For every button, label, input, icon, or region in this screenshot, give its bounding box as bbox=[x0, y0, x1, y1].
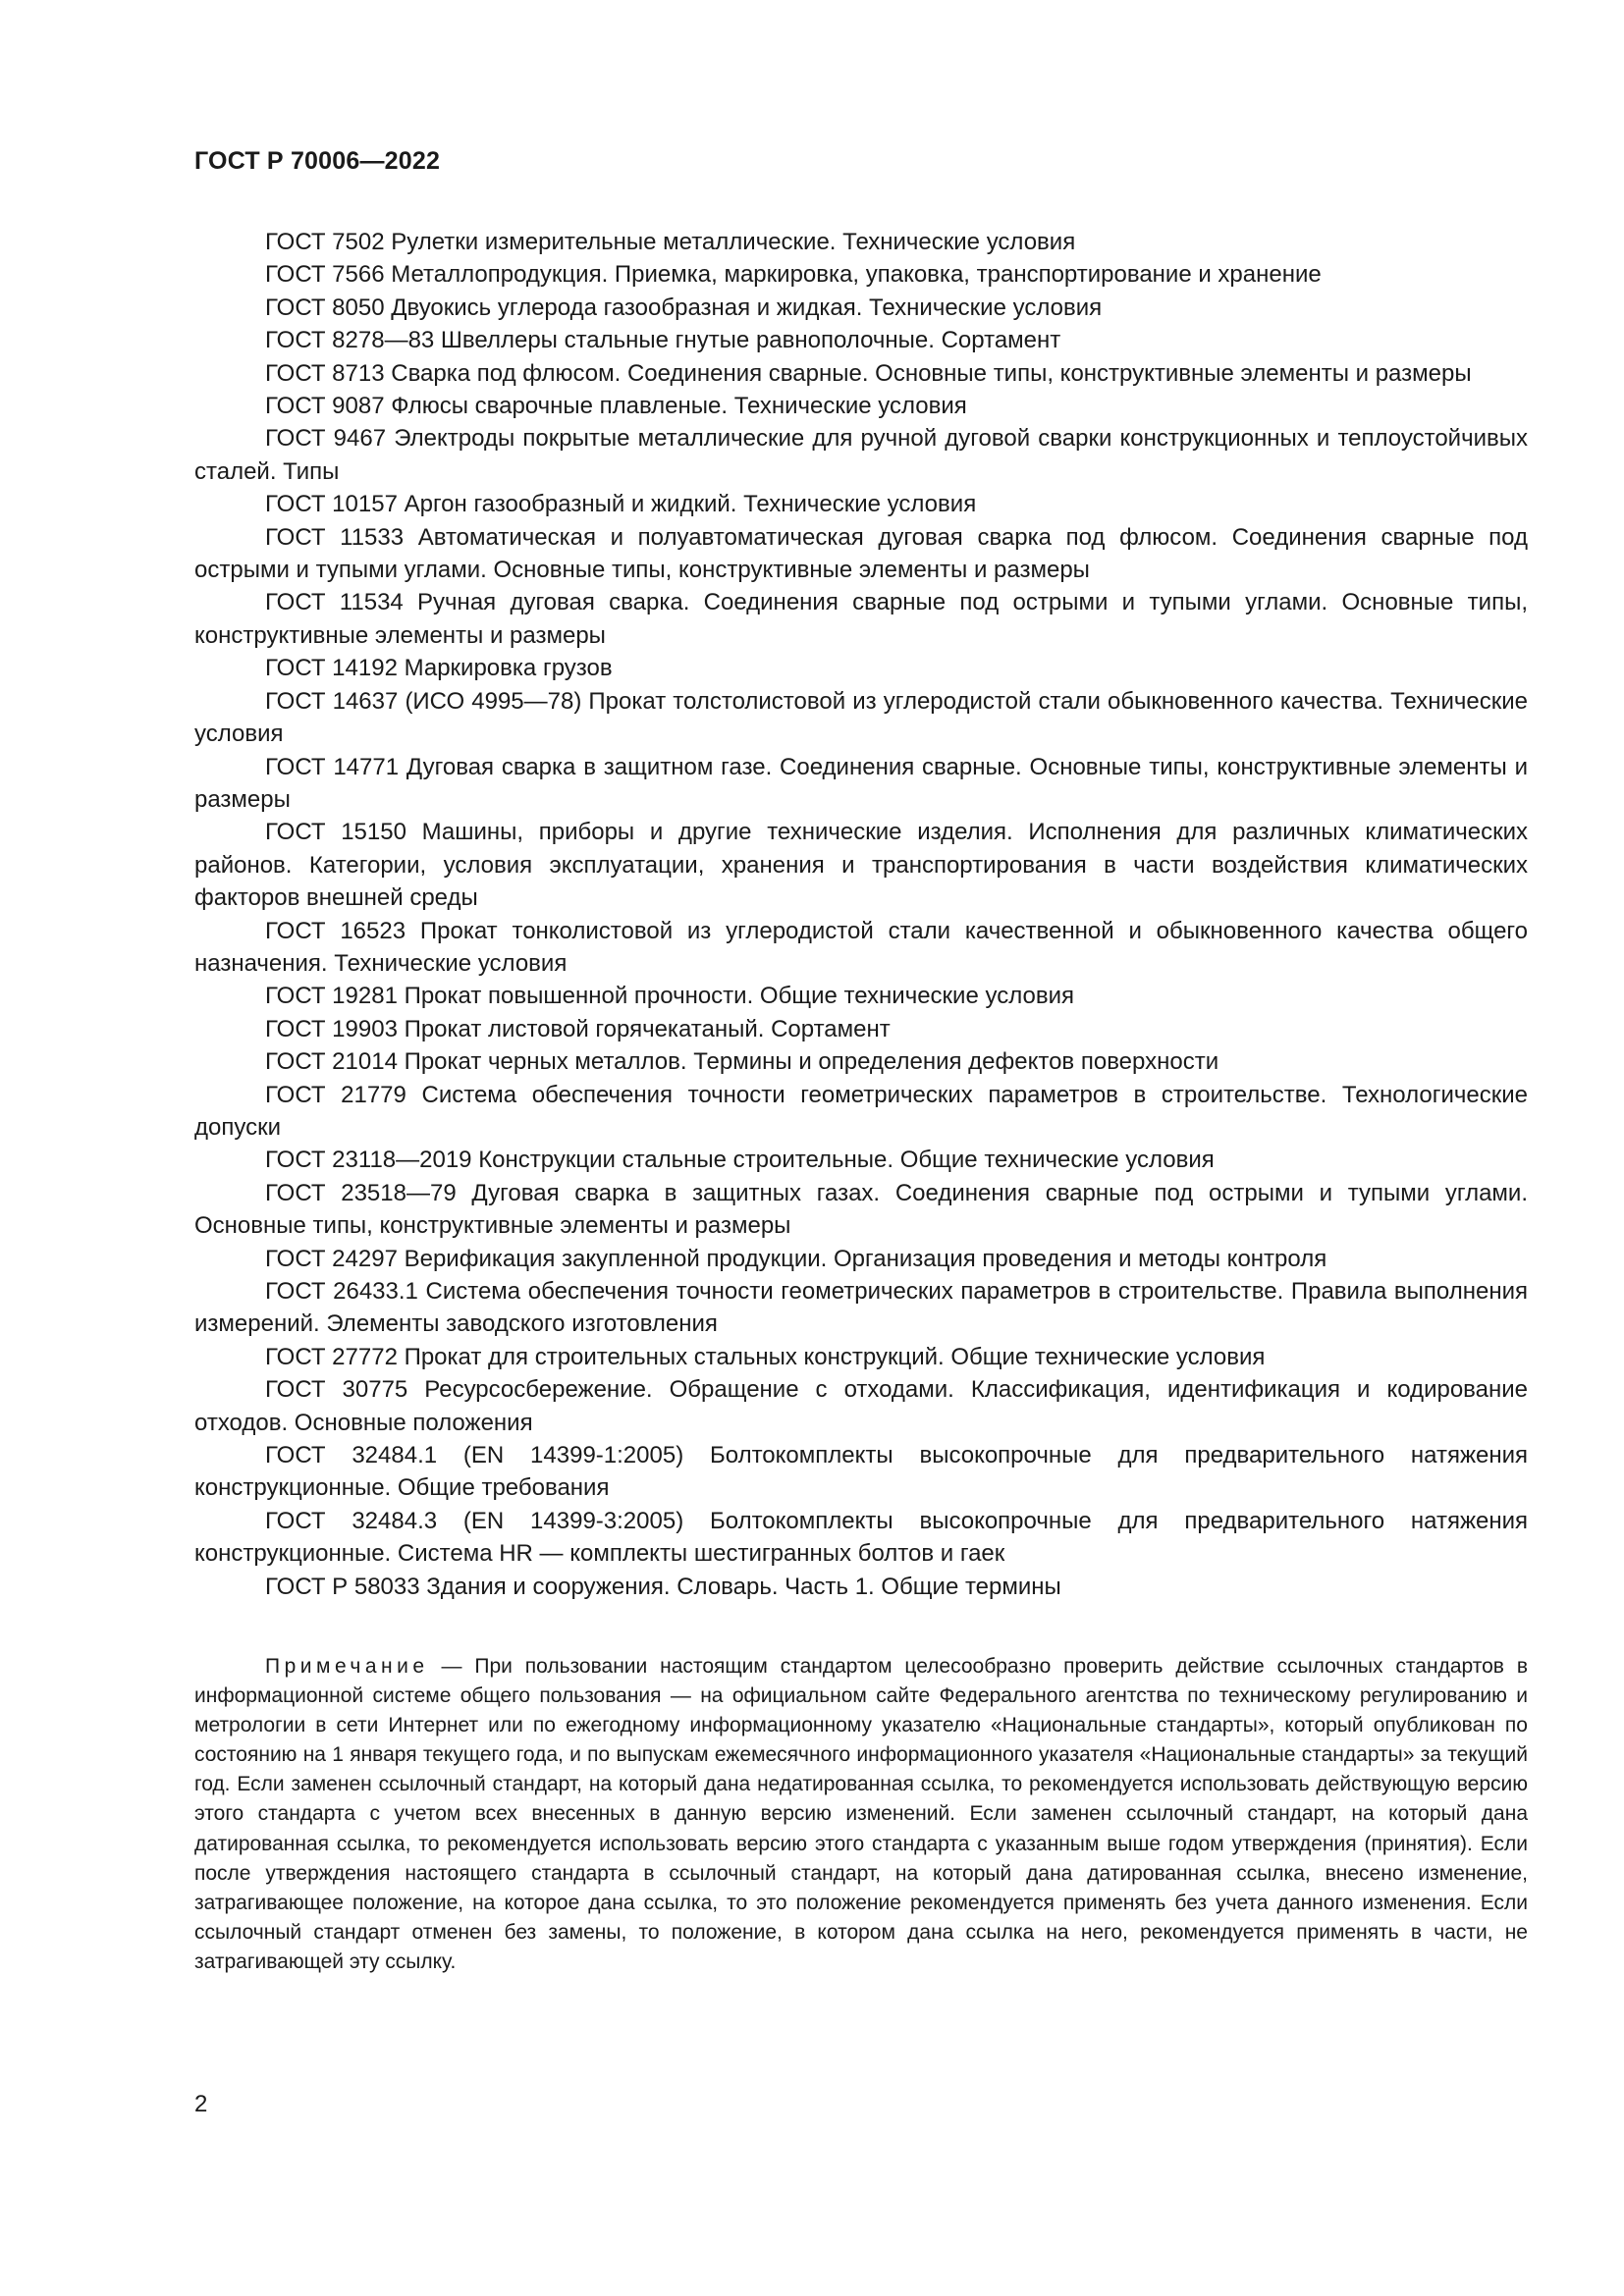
note-label: Примечание bbox=[265, 1655, 429, 1678]
reference-item: ГОСТ 27772 Прокат для строительных стальных конструкций. Общие технические условия bbox=[265, 1343, 1266, 1370]
reference-item: ГОСТ 9087 Флюсы сварочные плавленые. Технические условия bbox=[265, 393, 967, 420]
document-header: ГОСТ Р 70006—2022 bbox=[194, 147, 441, 175]
reference-item: ГОСТ 8050 Двуокись углерода газообразная и жидкая. Технические условия bbox=[265, 294, 1103, 321]
reference-item: ГОСТ 26433.1 Система обеспечения точности геометрических параметров в строительстве. Правила выполнения измерений. Элементы заводского изготовления bbox=[194, 1278, 1528, 1338]
reference-item: ГОСТ 10157 Аргон газообразный и жидкий. Технические условия bbox=[265, 491, 977, 518]
page-number: 2 bbox=[194, 2091, 208, 2117]
reference-item: ГОСТ 11534 Ручная дуговая сварка. Соединения сварные под острыми и тупыми углами. Основные типы, конструктивные элементы и размеры bbox=[194, 589, 1528, 649]
reference-item: ГОСТ 32484.3 (EN 14399-3:2005) Болтокомплекты высокопрочные для предварительного натяжения конструкционные. Система HR — комплекты шестигранных болтов и гаек bbox=[194, 1507, 1528, 1568]
reference-item: ГОСТ 23518—79 Дуговая сварка в защитных газах. Соединения сварные под острыми и тупыми углами. Основные типы, конструктивные элементы и размеры bbox=[194, 1179, 1528, 1240]
reference-item: ГОСТ 21014 Прокат черных металлов. Термины и определения дефектов поверхности bbox=[265, 1048, 1219, 1076]
reference-item: ГОСТ 15150 Машины, приборы и другие технические изделия. Исполнения для различных климатических районов. Категории, условия эксплуатации, хранения и транспортирования в части воздействия климатических факторов внешней среды bbox=[194, 819, 1528, 912]
reference-item: ГОСТ 19281 Прокат повышенной прочности. Общие технические условия bbox=[265, 983, 1074, 1010]
reference-item: ГОСТ 24297 Верификация закупленной продукции. Организация проведения и методы контроля bbox=[265, 1245, 1327, 1272]
reference-item: ГОСТ 14192 Маркировка грузов bbox=[265, 655, 613, 682]
reference-item: ГОСТ Р 58033 Здания и сооружения. Словарь. Часть 1. Общие термины bbox=[265, 1573, 1061, 1600]
reference-item: ГОСТ 7566 Металлопродукция. Приемка, маркировка, упаковка, транспортирование и хранение bbox=[265, 261, 1322, 289]
reference-item: ГОСТ 8278—83 Швеллеры стальные гнутые равнополочные. Сортамент bbox=[265, 327, 1061, 354]
reference-item: ГОСТ 14771 Дуговая сварка в защитном газе. Соединения сварные. Основные типы, конструктивные элементы и размеры bbox=[194, 753, 1528, 813]
reference-item: ГОСТ 21779 Система обеспечения точности геометрических параметров в строительстве. Технологические допуски bbox=[194, 1081, 1528, 1141]
normative-references-list bbox=[194, 226, 1528, 1603]
note-text: — При пользовании настоящим стандартом целесообразно проверить действие ссылочных стандартов в информационной системе общего пользования — на официальном сайте Федерального агентства по техническому регулированию и метрологии в сети Интернет или по ежегодному информационному указателю «Национальные стандарты», который опубликован по состоянию на 1 января текущего года, и по выпускам ежемесячного информационного указателя «Национальные стандарты» за текущий год. Если заменен ссылочный стандарт, на который дана недатированная ссылка, то рекомендуется использовать действующую версию этого стандарта с учетом всех внесенных в данную версию изменений. Если заменен ссылочный стандарт, на который дана датированная ссылка, то рекомендуется использовать версию этого стандарта с указанным выше годом утверждения (принятия). Если после утверждения настоящего стандарта в ссылочный стандарт, на который дана датированная ссылка, внесено изменение, затрагивающее положение, на которое дана ссылка, то это положение рекомендуется применять без учета данного изменения. Если ссылочный стандарт отменен без замены, то положение, в котором дана ссылка на него, рекомендуется применять в части, не затрагивающей эту ссылку. bbox=[194, 1655, 1528, 1973]
reference-item: ГОСТ 8713 Сварка под флюсом. Соединения сварные. Основные типы, конструктивные элементы и размеры bbox=[265, 359, 1472, 387]
reference-item: ГОСТ 32484.1 (EN 14399-1:2005) Болтокомплекты высокопрочные для предварительного натяжения конструкционные. Общие требования bbox=[194, 1442, 1528, 1502]
reference-item: ГОСТ 9467 Электроды покрытые металлические для ручной дуговой сварки конструкционных и теплоустойчивых сталей. Типы bbox=[194, 425, 1528, 485]
reference-item: ГОСТ 11533 Автоматическая и полуавтоматическая дуговая сварка под флюсом. Соединения сварные под острыми и тупыми углами. Основные типы, конструктивные элементы и размеры bbox=[194, 523, 1528, 584]
reference-item: ГОСТ 19903 Прокат листовой горячекатаный. Сортамент bbox=[265, 1015, 891, 1042]
reference-item: ГОСТ 30775 Ресурсосбережение. Обращение с отходами. Классификация, идентификация и кодирование отходов. Основные положения bbox=[194, 1376, 1528, 1436]
note-paragraph bbox=[194, 1652, 1528, 1977]
reference-item: ГОСТ 7502 Рулетки измерительные металлические. Технические условия bbox=[265, 229, 1076, 255]
reference-item: ГОСТ 23118—2019 Конструкции стальные строительные. Общие технические условия bbox=[265, 1147, 1215, 1174]
reference-item: ГОСТ 14637 (ИСО 4995—78) Прокат толстолистовой из углеродистой стали обыкновенного качества. Технические условия bbox=[194, 687, 1528, 748]
reference-item: ГОСТ 16523 Прокат тонколистовой из углеродистой стали качественной и обыкновенного качества общего назначения. Технические условия bbox=[194, 917, 1528, 977]
